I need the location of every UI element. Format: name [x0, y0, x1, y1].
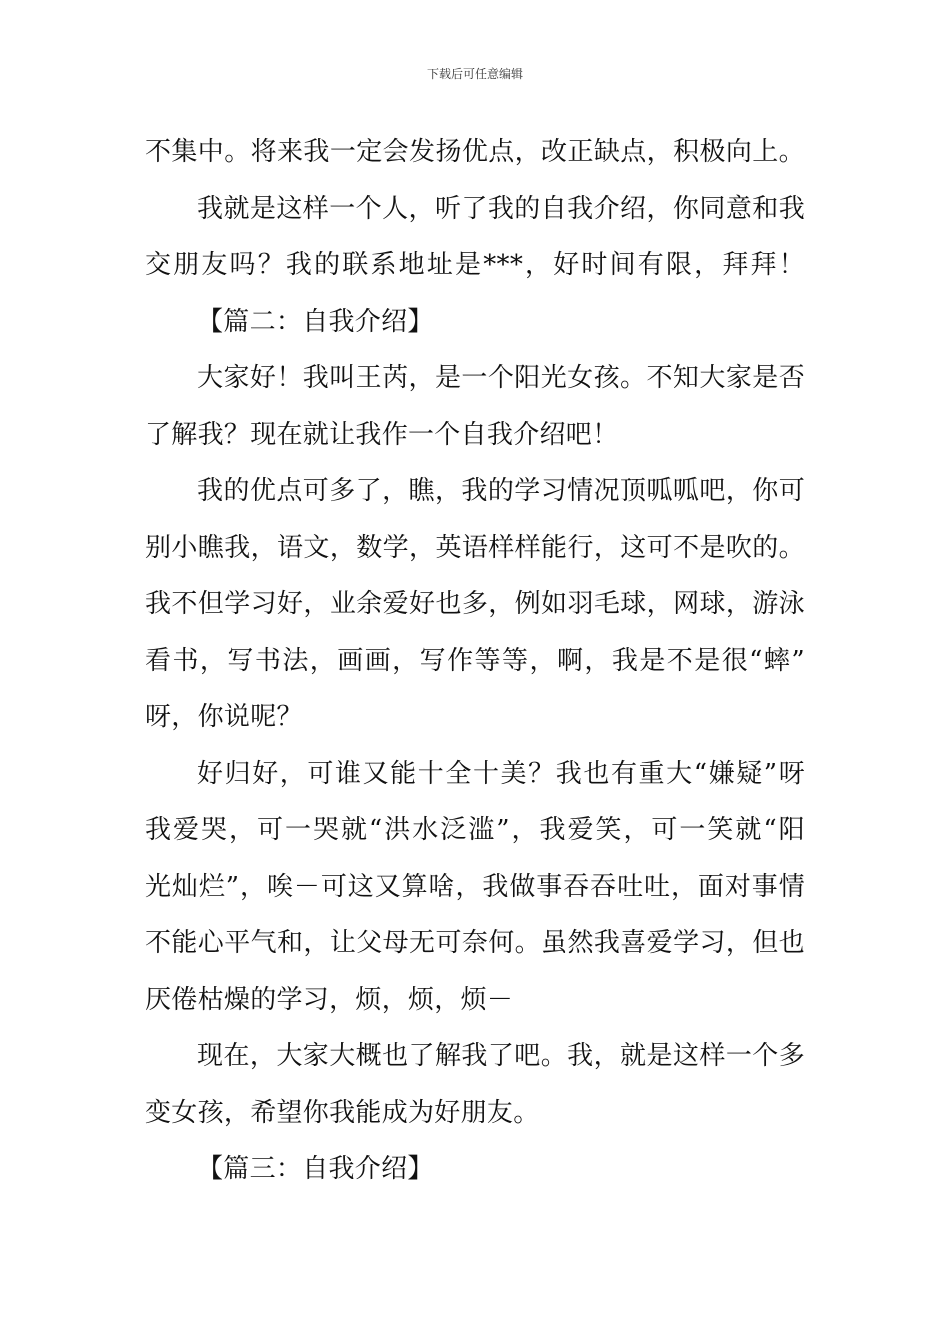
text-line: 别小瞧我，语文，数学，英语样样能行，这可不是吹的。	[145, 532, 805, 563]
section-heading: 【篇三：自我介绍】	[197, 1154, 434, 1184]
page-header: 下载后可任意编辑	[426, 67, 523, 81]
text-line: 变女孩，希望你我能成为好朋友。	[145, 1097, 540, 1128]
paragraph-start-line: 我的优点可多了，瞧，我的学习情况顶呱呱吧，你可	[197, 476, 805, 506]
text-line: 交朋友吗？我的联系地址是***，好时间有限，拜拜！	[145, 250, 805, 280]
text-line: 呀，你说呢？	[145, 702, 303, 732]
text-line: 不能心平气和，让父母无可奈何。虽然我喜爱学习，但也	[145, 928, 805, 958]
text-line: 厌倦枯燥的学习，烦，烦，烦－	[145, 984, 514, 1015]
text-line: 看书，写书法，画画，写作等等，啊，我是不是很“蟀”	[145, 645, 805, 676]
section-heading: 【篇二：自我介绍】	[197, 306, 434, 337]
document-body	[145, 124, 805, 1198]
paragraph-start-line: 好归好，可谁又能十全十美？我也有重大“嫌疑”呀	[197, 758, 805, 789]
text-line: 我不但学习好，业余爱好也多，例如羽毛球，网球，游泳	[145, 589, 805, 619]
text-line: 光灿烂”，唉－可这又算啥，我做事吞吞吐吐，面对事情	[145, 871, 805, 902]
text-line: 我爱哭，可一哭就“洪水泛滥”，我爱笑，可一笑就“阳	[145, 815, 805, 845]
text-line: 了解我？现在就让我作一个自我介绍吧！	[145, 419, 619, 450]
paragraph-start-line: 我就是这样一个人，听了我的自我介绍，你同意和我	[197, 193, 805, 224]
paragraph-start-line: 大家好！我叫王芮，是一个阳光女孩。不知大家是否	[197, 363, 805, 393]
text-line: 不集中。将来我一定会发扬优点，改正缺点，积极向上。	[145, 137, 805, 167]
paragraph-start-line: 现在，大家大概也了解我了吧。我，就是这样一个多	[197, 1041, 805, 1071]
